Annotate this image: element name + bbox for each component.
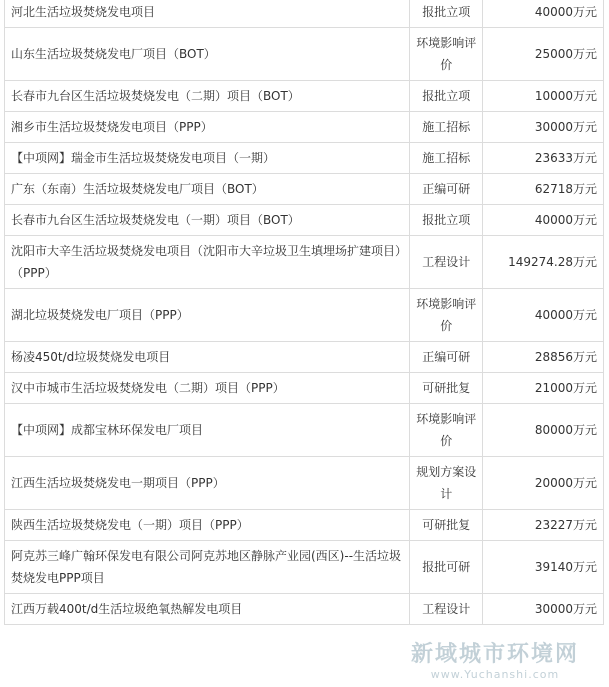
project-stage-cell: 环境影响评价: [410, 28, 483, 81]
project-stage-cell: 环境影响评价: [410, 404, 483, 457]
project-stage-cell: 报批可研: [410, 541, 483, 594]
project-stage-cell: 报批立项: [410, 0, 483, 28]
project-stage-cell: 正编可研: [410, 174, 483, 205]
project-amount-cell: 20000万元: [483, 457, 604, 510]
project-stage-cell: 可研批复: [410, 373, 483, 404]
project-stage-cell: 可研批复: [410, 510, 483, 541]
project-amount-cell: 40000万元: [483, 205, 604, 236]
table-row: [5, 205, 604, 236]
project-name-cell: 长春市九台区生活垃圾焚烧发电（二期）项目（BOT）: [5, 81, 410, 112]
project-stage-cell: 工程设计: [410, 236, 483, 289]
table-row: [5, 28, 604, 81]
table-row: [5, 236, 604, 289]
project-name-cell: 湘乡市生活垃圾焚烧发电项目（PPP）: [5, 112, 410, 143]
project-amount-cell: 30000万元: [483, 594, 604, 625]
project-stage-cell: 工程设计: [410, 594, 483, 625]
table-row: [5, 342, 604, 373]
project-stage-cell: 规划方案设计: [410, 457, 483, 510]
watermark-url: www.Yuchanshi.com: [430, 668, 560, 681]
table-row: [5, 81, 604, 112]
project-name-cell: 沈阳市大辛生活垃圾焚烧发电项目（沈阳市大辛垃圾卫生填埋场扩建项目）（PPP）: [5, 236, 410, 289]
project-name-cell: 阿克苏三峰广翰环保发电有限公司阿克苏地区静脉产业园(西区)--生活垃圾焚烧发电PPP项目: [5, 541, 410, 594]
table-row: [5, 457, 604, 510]
project-stage-cell: 正编可研: [410, 342, 483, 373]
project-amount-cell: 23227万元: [483, 510, 604, 541]
project-table-body: [5, 0, 604, 625]
project-amount-cell: 30000万元: [483, 112, 604, 143]
project-amount-cell: 23633万元: [483, 143, 604, 174]
project-name-cell: 长春市九台区生活垃圾焚烧发电（一期）项目（BOT）: [5, 205, 410, 236]
project-amount-cell: 28856万元: [483, 342, 604, 373]
project-table: [4, 0, 604, 625]
table-row: [5, 510, 604, 541]
project-name-cell: 【中项网】成都宝林环保发电厂项目: [5, 404, 410, 457]
project-stage-cell: 施工招标: [410, 112, 483, 143]
project-amount-cell: 149274.28万元: [483, 236, 604, 289]
table-row: [5, 143, 604, 174]
table-row: [5, 594, 604, 625]
project-name-cell: 河北生活垃圾焚烧发电项目: [5, 0, 410, 28]
project-amount-cell: 10000万元: [483, 81, 604, 112]
project-amount-cell: 40000万元: [483, 0, 604, 28]
project-stage-cell: 施工招标: [410, 143, 483, 174]
project-stage-cell: 环境影响评价: [410, 289, 483, 342]
table-row: [5, 404, 604, 457]
project-name-cell: 汉中市城市生活垃圾焚烧发电（二期）项目（PPP）: [5, 373, 410, 404]
project-name-cell: 湖北垃圾焚烧发电厂项目（PPP）: [5, 289, 410, 342]
project-name-cell: 山东生活垃圾焚烧发电厂项目（BOT）: [5, 28, 410, 81]
project-stage-cell: 报批立项: [410, 205, 483, 236]
table-row: [5, 174, 604, 205]
project-amount-cell: 25000万元: [483, 28, 604, 81]
site-watermark: [395, 642, 595, 681]
project-name-cell: 杨凌450t/d垃圾焚烧发电项目: [5, 342, 410, 373]
project-amount-cell: 40000万元: [483, 289, 604, 342]
project-amount-cell: 39140万元: [483, 541, 604, 594]
table-row: [5, 112, 604, 143]
project-stage-cell: 报批立项: [410, 81, 483, 112]
project-amount-cell: 21000万元: [483, 373, 604, 404]
table-row: [5, 541, 604, 594]
project-name-cell: 江西万载400t/d生活垃圾绝氧热解发电项目: [5, 594, 410, 625]
table-row: [5, 373, 604, 404]
project-amount-cell: 80000万元: [483, 404, 604, 457]
project-name-cell: 广东（东南）生活垃圾焚烧发电厂项目（BOT）: [5, 174, 410, 205]
project-name-cell: 陕西生活垃圾焚烧发电（一期）项目（PPP）: [5, 510, 410, 541]
project-name-cell: 江西生活垃圾焚烧发电一期项目（PPP）: [5, 457, 410, 510]
watermark-title: 新域城市环境网: [410, 642, 579, 667]
table-row: [5, 289, 604, 342]
project-amount-cell: 62718万元: [483, 174, 604, 205]
project-name-cell: 【中项网】瑞金市生活垃圾焚烧发电项目（一期）: [5, 143, 410, 174]
table-row: [5, 0, 604, 28]
